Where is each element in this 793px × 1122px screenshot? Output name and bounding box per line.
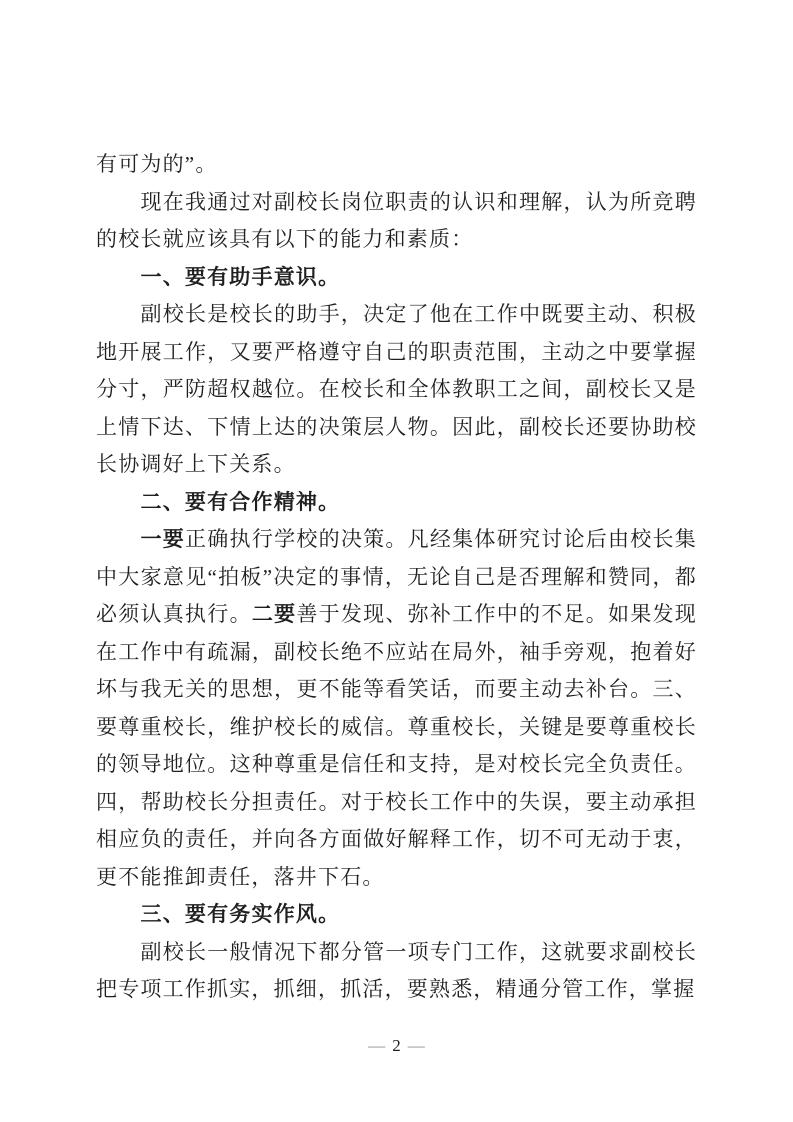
- paragraph: [96, 521, 697, 896]
- page-footer: [0, 1035, 793, 1057]
- text-run: 正确执行学校的决策。凡经集体研究讨论后由校长集中大家意见“拍板”决定的事情，无论自己是否理解和赞同，都必须认真执行。: [96, 527, 697, 626]
- bold-text-run: 一要: [140, 527, 186, 551]
- section-heading: [96, 896, 697, 934]
- paragraph: [96, 296, 697, 484]
- bold-text-run: 一、要有助手意识。: [140, 264, 341, 289]
- text-run: 善于发现、弥补工作中的不足。如果发现在工作中有疏漏，副校长绝不应站在局外，袖手旁观，抱着好坏与我无关的思想，更不能等看笑话，而要主动去补台。三、要尊重校长，维护校长的威信。尊重校长，关键是要尊重校长的领导地位。这种尊重是信任和支持，是对校长完全负责任。四，帮助校长分担责任。对于校长工作中的失误，要主动承担相应负的责任，并向各方面做好解释工作，切不可无动于衷，更不能推卸责任，落井下石。: [96, 602, 697, 889]
- text-run: 副校长一般情况下都分管一项专门工作，这就要求副校长把专项工作抓实，抓细，抓活，要熟悉，精通分管工作，掌握: [96, 939, 697, 1001]
- text-run: 现在我通过对副校长岗位职责的认识和理解，认为所竞聘的校长就应该具有以下的能力和素质：: [96, 189, 697, 251]
- paragraph: [96, 146, 697, 184]
- text-run: 有可为的”。: [96, 152, 218, 176]
- section-heading: [96, 484, 697, 522]
- page-number: 2: [392, 1036, 401, 1055]
- text-run: 副校长是校长的助手，决定了他在工作中既要主动、积极地开展工作，又要严格遵守自己的职责范围，主动之中要掌握分寸，严防超权越位。在校长和全体教职工之间，副校长又是上情下达、下情上达的决策层人物。因此，副校长还要协助校长协调好上下关系。: [96, 302, 697, 476]
- footer-dash-right: —: [407, 1036, 425, 1055]
- paragraph: [96, 934, 697, 1009]
- paragraph: [96, 184, 697, 259]
- document-body: [96, 146, 697, 1009]
- bold-text-run: 三、要有务实作风。: [140, 902, 341, 926]
- bold-text-run: 二要: [251, 602, 297, 626]
- footer-dash-left: —: [368, 1036, 386, 1055]
- bold-text-run: 二、要有合作精神。: [140, 489, 341, 514]
- section-heading: [96, 259, 697, 297]
